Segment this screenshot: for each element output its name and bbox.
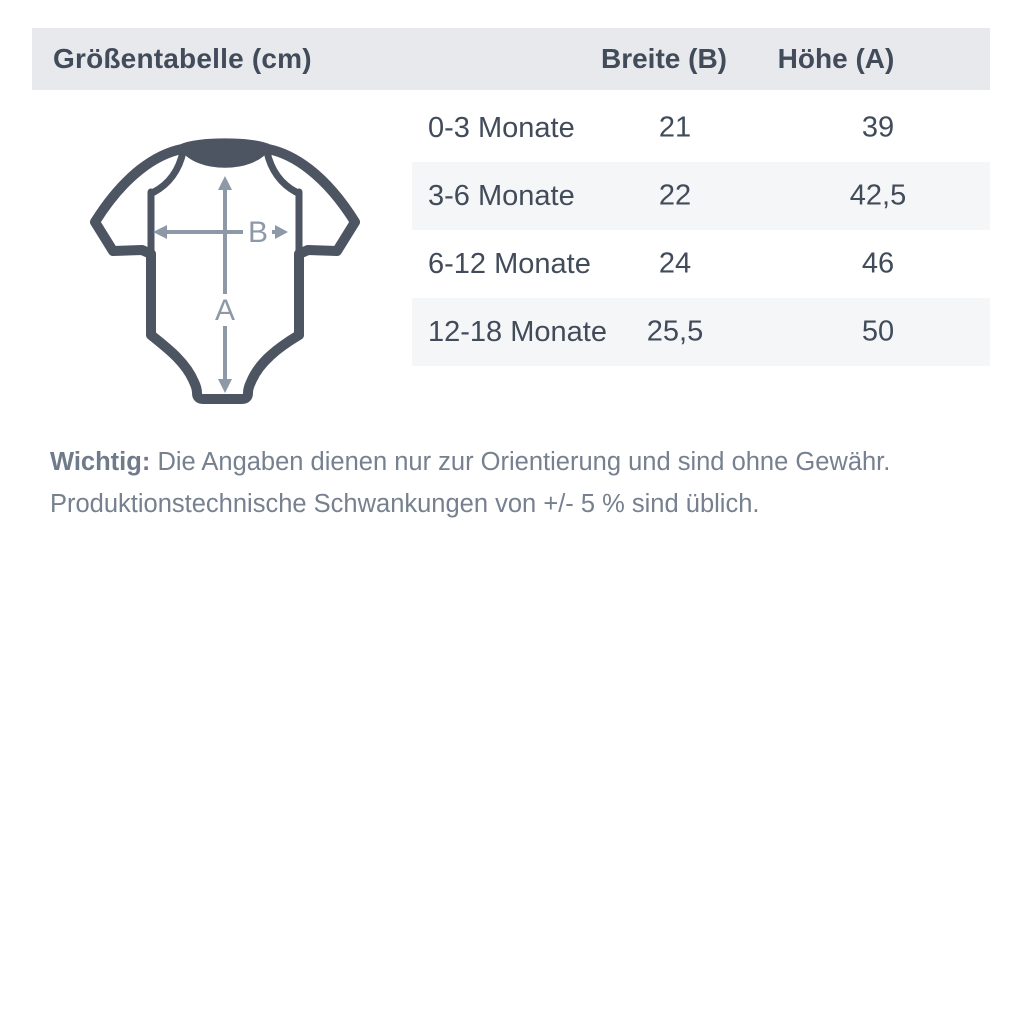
column-header-height: Höhe (A) [777,43,895,74]
important-note [50,441,980,525]
column-header-width: Breite (B) [600,43,728,74]
size-label: 12-18 Monate [428,315,607,348]
table-row [412,94,990,162]
height-value: 39 [861,111,895,144]
table-row [412,162,990,230]
height-arrow-label: A [214,294,236,327]
height-value: 50 [861,315,895,348]
size-chart-header [32,28,990,90]
bodysuit-diagram [75,132,375,412]
width-value: 22 [658,179,692,212]
width-arrow-label: B [247,216,269,249]
size-label: 3-6 Monate [428,179,575,212]
width-value: 21 [658,111,692,144]
note-line-1-text: Die Angaben dienen nur zur Orientierung und sind ohne Gewähr. [157,448,891,476]
height-value: 46 [861,247,895,280]
note-line-1 [50,441,980,483]
size-table [412,94,990,366]
page-title: Größentabelle (cm) [53,43,312,74]
note-important-label: Wichtig: [50,448,151,476]
baby-bodysuit-icon [75,132,375,412]
note-line-2: Produktionstechnische Schwankungen von +/- 5 % sind üblich. [50,490,760,518]
table-row [412,298,990,366]
size-label: 0-3 Monate [428,111,575,144]
height-value: 42,5 [849,179,907,212]
width-value: 25,5 [646,315,704,348]
width-value: 24 [658,247,692,280]
size-label: 6-12 Monate [428,247,591,280]
table-row [412,230,990,298]
